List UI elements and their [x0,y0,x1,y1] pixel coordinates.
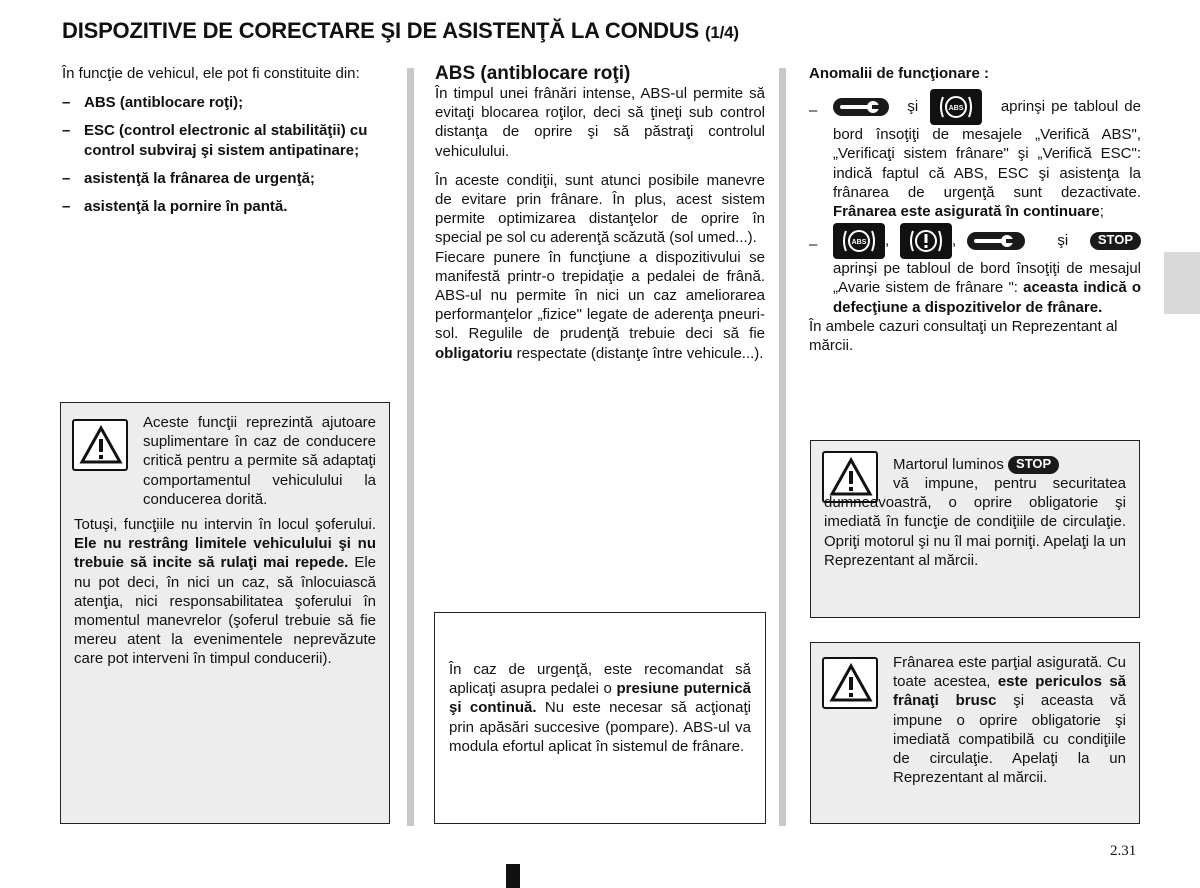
anomaly-item-1: – şi ABS aprinşi pe tabloul de bord însoţiţi de mesajele „Verifică ABS", „Verificaţi sistem frânare" şi „Verifică ESC": indică faptul că ABS, ESC şi asistenţa la frânarea de urgenţă sunt dezactivate. Frânarea este asigurată în continuare; [809,89,1141,221]
emergency-note-box [434,612,766,824]
intro-text: În funcţie de vehicul, ele pot fi constituite din: [62,65,360,82]
svg-text:ABS: ABS [949,105,964,113]
anomalies-heading: Anomalii de funcţionare : [809,65,990,82]
warning-box-functions [60,402,390,824]
device-list [62,93,392,216]
section-tab [1164,252,1200,314]
warning-box-braking [810,642,1140,824]
list-item: – ABS (antiblocare roţi); [62,94,244,112]
footer-mark [506,864,520,888]
page-title-part: (1/4) [704,23,739,42]
column-right [809,64,1141,355]
abs-paragraph-2: În aceste condiţii, sunt atunci posibile manevre de evitare prin frânare. În plus, acest sistem permite optimizarea distanţelor de oprire în special pe sol cu aderenţă scăzută (sol umed...). [435,171,765,247]
warning3-text: Frânarea este parţial asigurată. Cu toate acestea, este periculos să frânaţi brusc şi aceasta vă impune o oprire obligatorie şi imediată compatibilă cu condiţiile de circulaţie. Apelaţi la un Reprezentant al mărcii. [893,654,1127,787]
list-item: – asistenţă la pornire în pantă. [62,198,288,216]
page-title [62,18,739,44]
wrench-warning-light-icon [967,232,1025,250]
abs-heading: ABS (antiblocare roţi) [435,63,631,84]
stop-warning-light-icon: STOP [1090,232,1141,250]
anomalies-closing: În ambele cazuri consultaţi un Reprezentant al mărcii. [809,317,1118,355]
abs-paragraph-1: În timpul unei frânări intense, ABS-ul permite să evitaţi blocarea roţilor, deci să ţineţi sub control distanţa de oprire şi să păstraţi controlul vehiculului. [435,85,765,160]
page-number: 2.31 [1110,843,1137,859]
list-item: – ESC (control electronic al stabilităţii) cu control subviraj şi sistem antipatinare; [62,122,368,159]
warning1-first-lines: Aceste funcţii reprezintă ajutoare suplimentare în caz de conducere critică pentru a permite să adaptaţi comportamentul vehiculului la conducerea dorită. [143,414,376,508]
svg-text:ABS: ABS [851,239,867,247]
emergency-note-text: În caz de urgenţă, este recomandat să aplicaţi asupra pedalei o presiune puternică şi continuă. Nu este necesar să acţionaţi prin apăsări succesive (pompare). ABS-ul va modula efortul aplicat în sistemul de frânare. [449,661,752,755]
abs-warning-light-icon [930,89,982,125]
column-separator-right [779,68,786,826]
abs-paragraph-3: Fiecare punere în funcţiune a dispozitivului se manifestă printr-o trepidaţie a pedalei de frână. ABS-ul nu permite în nici un caz ameliorarea performanţelor „fizice" legate de aderenţa pneuri-sol. Regulile de prudenţă trebuie deci să fie obligatoriu respectate (distanţe între vehicule...). [435,248,765,362]
abs-warning-light-icon [833,223,885,259]
anomaly-item-2: – ABS , , şi STOP aprinşi pe tabloul de bord însoţiţi de mesajul „Avarie sistem de frânare ": aceasta indică o defecţiune a dispozitivelor de frânare. [809,223,1141,317]
warning2-text: vă impune, pentru securitatea dumneavoastră, o oprire obligatorie şi imediată în funcţie de condiţiile de circulaţie. Opriţi motorul şi nu îl mai porniţi. Apelaţi la un Reprezentant al mărcii. [824,475,1126,569]
warning2-text-top: Martorul luminos STOP [893,455,1126,474]
wrench-warning-light-icon [833,98,889,116]
warning-triangle-icon [822,657,878,709]
column-separator-left [407,68,414,826]
brake-warning-light-icon [900,223,952,259]
warning-triangle-icon [72,419,128,471]
stop-warning-light-icon: STOP [1008,456,1059,474]
column-middle [435,64,765,363]
page-title-main: DISPOZITIVE DE CORECTARE ŞI DE ASISTENŢĂ LA CONDUS [62,18,700,43]
column-left [62,64,392,225]
warning-box-stop [810,440,1140,618]
list-item: – asistenţă la frânarea de urgenţă; [62,169,315,187]
warning1-second-paragraph: Totuşi, funcţiile nu intervin în locul şoferului. Ele nu restrâng limitele vehiculului şi nu trebuie să incite să rulaţi mai repede. Ele nu pot deci, în nici un caz, să înlocuiască atenţia, nici responsabilitatea şoferului în momentul manevrelor (şoferul trebuie să fie mereu atent la evenimentele neprevăzute care pot interveni în timpul conducerii). [74,516,376,668]
